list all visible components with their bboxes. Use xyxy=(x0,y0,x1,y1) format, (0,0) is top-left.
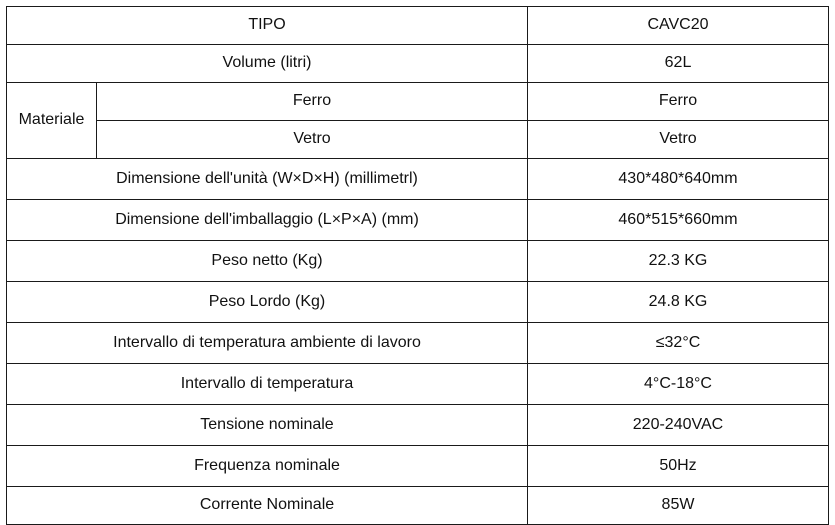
ferro-value: Ferro xyxy=(528,83,829,121)
tipo-value: CAVC20 xyxy=(528,7,829,45)
materiale-label: Materiale xyxy=(7,83,97,159)
row-label: Frequenza nominale xyxy=(7,446,528,487)
ferro-label: Ferro xyxy=(97,83,528,121)
table-row-volume xyxy=(7,45,829,83)
spec-table xyxy=(6,6,829,525)
row-value: 22.3 KG xyxy=(528,241,829,282)
row-label: Dimensione dell'imballaggio (L×P×A) (mm) xyxy=(7,200,528,241)
table-row-tipo xyxy=(7,7,829,45)
row-value: ≤32°C xyxy=(528,323,829,364)
row-value: 430*480*640mm xyxy=(528,159,829,200)
table-row xyxy=(7,487,829,525)
row-label: Intervallo di temperatura ambiente di lavoro xyxy=(7,323,528,364)
table-row-vetro xyxy=(7,121,829,159)
row-label: Peso netto (Kg) xyxy=(7,241,528,282)
row-label: Dimensione dell'unità (W×D×H) (millimetrl) xyxy=(7,159,528,200)
row-value: 85W xyxy=(528,487,829,525)
table-row xyxy=(7,241,829,282)
row-label: Intervallo di temperatura xyxy=(7,364,528,405)
row-value: 4°C-18°C xyxy=(528,364,829,405)
row-label: Tensione nominale xyxy=(7,405,528,446)
table-row xyxy=(7,159,829,200)
vetro-value: Vetro xyxy=(528,121,829,159)
table-row xyxy=(7,200,829,241)
volume-label: Volume (litri) xyxy=(7,45,528,83)
row-value: 220-240VAC xyxy=(528,405,829,446)
table-row xyxy=(7,446,829,487)
table-row-ferro xyxy=(7,83,829,121)
volume-value: 62L xyxy=(528,45,829,83)
vetro-label: Vetro xyxy=(97,121,528,159)
table-row xyxy=(7,282,829,323)
row-value: 24.8 KG xyxy=(528,282,829,323)
tipo-label: TIPO xyxy=(7,7,528,45)
row-value: 50Hz xyxy=(528,446,829,487)
row-value: 460*515*660mm xyxy=(528,200,829,241)
row-label: Peso Lordo (Kg) xyxy=(7,282,528,323)
table-row xyxy=(7,405,829,446)
row-label: Corrente Nominale xyxy=(7,487,528,525)
table-row xyxy=(7,323,829,364)
table-row xyxy=(7,364,829,405)
